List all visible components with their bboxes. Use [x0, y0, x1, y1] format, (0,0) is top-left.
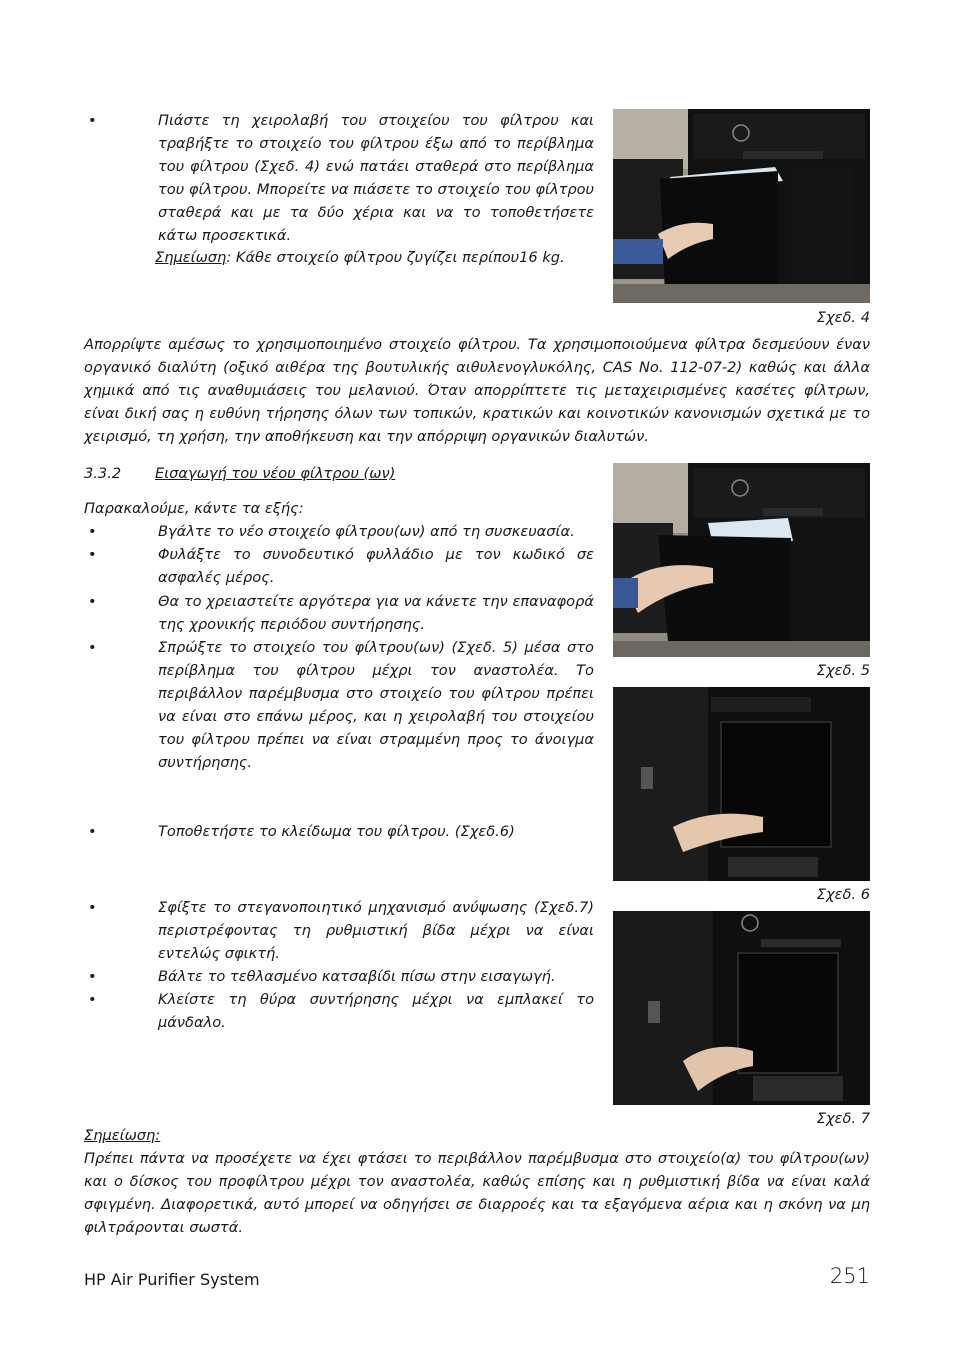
bullet-marker: • — [88, 112, 97, 129]
figure-4-caption: Σχεδ. 4 — [816, 309, 870, 326]
bullet-remove-filter — [88, 109, 608, 269]
figure-7-caption: Σχεδ. 7 — [816, 1110, 870, 1127]
bullet-marker: • — [88, 523, 97, 540]
figure-6-photo — [613, 687, 870, 881]
bullet-text: Σφίξτε το στεγανοποιητικό μηχανισμό ανύψωσης (Σχεδ.7) περιστρέφοντας τη ρυθμιστική βίδα μέχρι να είναι εντελώς σφικτή. — [158, 899, 594, 962]
disposal-paragraph: Απορρίψτε αμέσως το χρησιμοποιημένο στοιχείο φίλτρου. Τα χρησιμοποιούμενα φίλτρα δεσμεύουν έναν οργανικό διαλύτη (οξικό αιθέρα της βουτυλικής αιθυλενογλυκόλης, CAS No. 112-07-2) καθώς και άλλα χημικά από τις αναθυμιάσεις του μελανιού. Όταν απορρίπτετε τις μεταχειρισμένες κασέτες φίλτρων, είναι δική σας η ευθύνη τήρησης όλων των τοπικών, κρατικών και κοινοτικών κανονισμών σχετικά με το χειρισμό, τη χρήση, την αποθήκευση και την απόρριψη οργανικών διαλυτών. — [84, 336, 870, 445]
note-text: : Κάθε στοιχείο φίλτρου ζυγίζει περίπου16 kg. — [226, 249, 565, 266]
bullet-text: Φυλάξτε το συνοδευτικό φυλλάδιο με τον κωδικό σε ασφαλές μέρος. — [158, 546, 594, 586]
bullet-marker: • — [88, 899, 97, 916]
bullet-text: Βγάλτε το νέο στοιχείο φίλτρου(ων) από τη συσκευασία. — [158, 523, 575, 540]
figure-6-caption: Σχεδ. 6 — [816, 886, 870, 903]
section-number: 3.3.2 — [84, 465, 122, 482]
bullet-text: Πιάστε τη χειρολαβή του στοιχείου του φίλτρου και τραβήξτε το στοιχείο του φίλτρου έξω από το περίβλημα του φίλτρου (Σχεδ. 4) ενώ πατάει σταθερά στο περίβλημα του φίλτρου. Μπορείτε να πιάσετε το στοιχείο του φίλτρου σταθερά και με τα δύο χέρια και να το τοποθετήσετε κάτω προσεκτικά. — [158, 112, 594, 244]
bullet-text: Κλείστε τη θύρα συντήρησης μέχρι να εμπλακεί το μάνδαλο. — [158, 991, 594, 1031]
bullet-marker: • — [88, 968, 97, 985]
page-number: 251 — [829, 1264, 870, 1288]
figure-4-photo — [613, 109, 870, 303]
bullet-item — [88, 636, 608, 776]
bullet-marker: • — [88, 639, 97, 656]
footer-product: HP Air Purifier System — [84, 1270, 260, 1289]
bullet-item — [88, 988, 608, 1031]
section-heading — [84, 462, 604, 485]
section-title: Εισαγωγή του νέου φίλτρου (ων) — [155, 465, 396, 482]
bullet-marker: • — [88, 823, 97, 840]
bullet-text: Θα το χρειαστείτε αργότερα για να κάνετε την επαναφορά της χρονικής περιόδου συντήρησης. — [158, 593, 594, 633]
bullet-marker: • — [88, 991, 97, 1008]
bullet-text: Βάλτε το τεθλασμένο κατσαβίδι πίσω στην εισαγωγή. — [158, 968, 556, 985]
final-note-text: Πρέπει πάντα να προσέχετε να έχει φτάσει το περιβάλλον παρέμβυσμα στο στοιχείο(α) του φίλτρου(ων) και ο δίσκος του προφίλτρου μέχρι τον αναστολέα, καθώς επίσης και η ρυθμιστική βίδα να είναι καλά σφιγμένη. Διαφορετικά, αυτό μπορεί να οδηγήσει σε διαρροές και τα εξαγόμενα αέρια και η σκόνη να μη φιλτράρονται σωστά. — [84, 1150, 870, 1236]
figure-7-photo — [613, 911, 870, 1105]
bullet-item — [88, 590, 608, 636]
figure-5-caption: Σχεδ. 5 — [816, 662, 870, 679]
note-label: Σημείωση — [155, 249, 227, 266]
bullet-item — [88, 965, 608, 988]
bullet-item — [88, 820, 608, 843]
bullet-item — [88, 896, 608, 965]
bullet-item — [88, 520, 608, 543]
bullet-item — [88, 543, 608, 589]
bullet-marker: • — [88, 593, 97, 610]
note-weight — [155, 246, 595, 269]
final-note-label: Σημείωση: — [84, 1127, 161, 1144]
figure-5-photo — [613, 463, 870, 657]
bullet-text: Τοποθετήστε το κλείδωμα του φίλτρου. (Σχεδ.6) — [158, 823, 515, 840]
bullet-text: Σπρώξτε το στοιχείο του φίλτρου(ων) (Σχεδ. 5) μέσα στο περίβλημα του φίλτρου μέχρι τον αναστολέα. Το περιβάλλον παρέμβυσμα στο στοιχείο του φίλτρου πρέπει να είναι στο επάνω μέρος, και η χειρολαβή του στοιχείου του φίλτρου πρέπει να είναι στραμμένη προς το άνοιγμα συντήρησης. — [158, 639, 594, 771]
bullet-marker: • — [88, 546, 97, 563]
intro-text: Παρακαλούμε, κάντε τα εξής: — [84, 500, 304, 517]
